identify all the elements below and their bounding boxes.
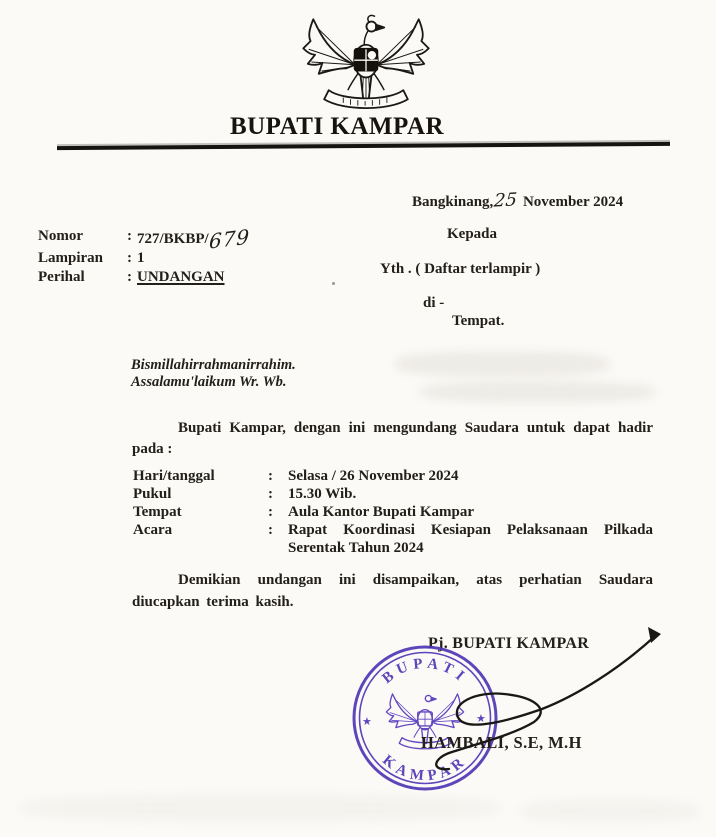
- dateline-place: Bangkinang,: [412, 194, 494, 210]
- detail-row-hari: [133, 467, 654, 485]
- nomor-value: 727/BKBP/679: [137, 224, 251, 254]
- scan-bleed-artifact: [395, 352, 610, 376]
- scan-bleed-artifact: [520, 800, 700, 822]
- scan-bleed-artifact: [20, 795, 500, 821]
- detail-value: Aula Kantor Bupati Kampar: [288, 504, 474, 520]
- detail-label: Pukul: [133, 486, 172, 502]
- stamp-bottom-text: KAMPAR: [379, 752, 471, 785]
- opening-line: Bupati Kampar, dengan ini mengundang Saudara untuk dapat hadir: [178, 420, 653, 436]
- detail-value: 15.30 Wib.: [288, 486, 357, 502]
- stamp-star-left-icon: ★: [362, 716, 372, 728]
- event-details: [133, 467, 654, 557]
- salutation-line2: Assalamu'laikum Wr. Wb.: [131, 374, 287, 390]
- lampiran-label: Lampiran: [38, 250, 104, 266]
- detail-separator: :: [268, 504, 273, 520]
- meta-row-lampiran: [38, 249, 338, 268]
- stamp-star-right-icon: ★: [476, 713, 486, 725]
- nomor-separator: :: [127, 228, 132, 244]
- meta-row-perihal: [38, 268, 338, 287]
- closing-paragraph: Demikian undangan ini disampaikan, atas perhatian Saudara diucapkan terima kasih.: [132, 572, 653, 610]
- perihal-separator: :: [127, 269, 132, 285]
- garuda-emblem-icon: [294, 12, 438, 112]
- dateline-monthyear: November 2024: [522, 194, 624, 210]
- scan-speck: [332, 282, 335, 285]
- letterhead-title: BUPATI KAMPAR: [229, 113, 445, 140]
- detail-value: Selasa / 26 November 2024: [288, 468, 459, 484]
- detail-label: Hari/tanggal: [133, 468, 215, 484]
- signatory-title: Pj. BUPATI KAMPAR: [428, 635, 590, 652]
- meta-row-nomor: [38, 224, 338, 254]
- signatory-name: HAMBALI, S.E, M.H: [421, 733, 582, 752]
- lampiran-value: 1: [137, 250, 145, 266]
- perihal-label: Perihal: [38, 269, 85, 285]
- detail-label: Tempat: [133, 504, 182, 520]
- signature-ink: [395, 615, 680, 780]
- detail-row-tempat: [133, 503, 654, 521]
- recipient-tempat: Tempat.: [452, 313, 505, 329]
- detail-row-pukul: [133, 485, 654, 503]
- lampiran-separator: :: [127, 250, 132, 266]
- detail-row-acara: [133, 521, 654, 557]
- opening-tail: pada :: [132, 441, 173, 457]
- recipient-di: di -: [423, 295, 445, 311]
- salutation-line1: Bismillahirrahmanirrahim.: [131, 357, 296, 373]
- detail-separator: :: [268, 522, 273, 538]
- recipient-kepada: Kepada: [447, 226, 498, 242]
- perihal-value: UNDANGAN: [137, 269, 225, 285]
- detail-separator: :: [268, 468, 273, 484]
- opening-paragraph: [132, 418, 653, 460]
- detail-label: Acara: [133, 522, 173, 538]
- letterhead-rule: [57, 142, 670, 150]
- nomor-handwritten-number: 679: [208, 224, 251, 254]
- dateline-day-handwritten: 25: [493, 189, 519, 212]
- dateline: [412, 191, 623, 212]
- nomor-label: Nomor: [38, 228, 83, 244]
- salutation: [131, 357, 296, 391]
- detail-value: Rapat Koordinasi Kesiapan Pelaksanaan Pilkada Serentak Tahun 2024: [288, 522, 653, 556]
- recipient-yth: Yth . ( Daftar terlampir ): [380, 261, 541, 277]
- stamp-top-text: BUPATI: [379, 655, 471, 688]
- letter-meta: [38, 224, 338, 287]
- detail-separator: :: [268, 486, 273, 502]
- scan-bleed-artifact: [420, 382, 655, 402]
